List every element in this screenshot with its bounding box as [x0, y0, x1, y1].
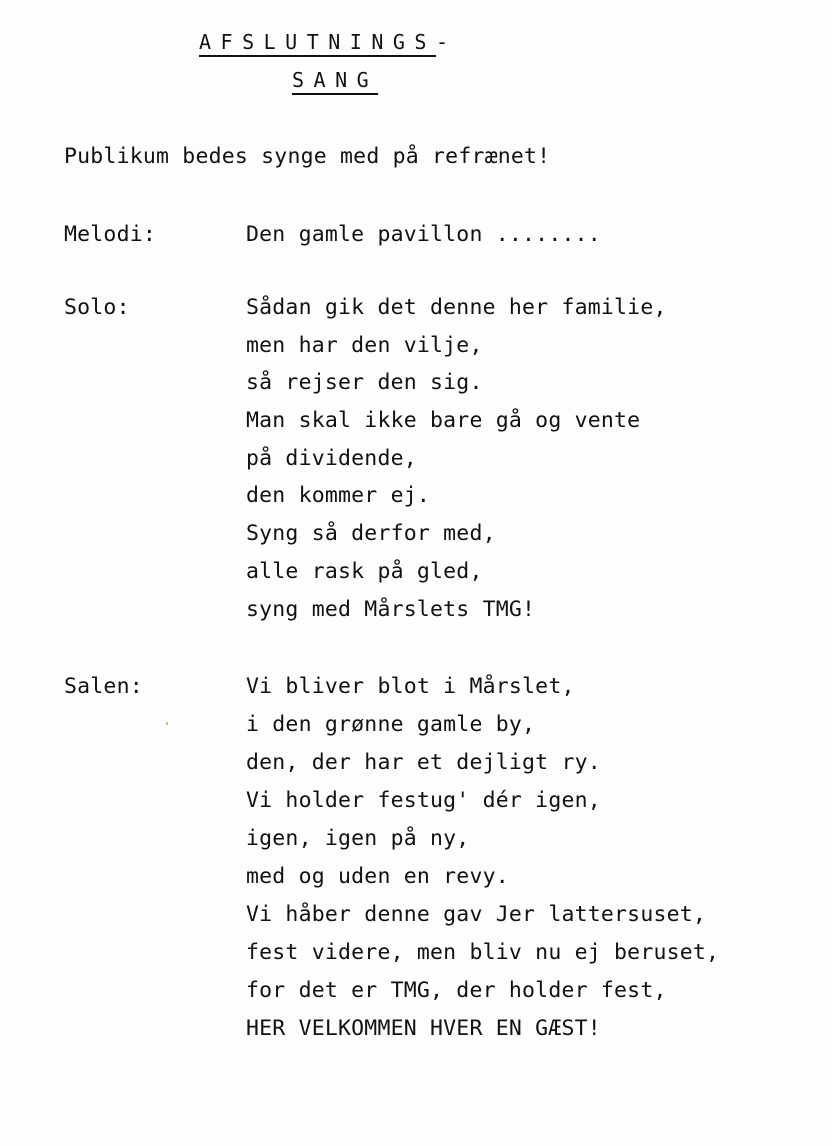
solo-line: alle rask på gled, [246, 559, 483, 584]
salen-line: Vi bliver blot i Mårslet, [246, 674, 575, 699]
paper-speck [166, 722, 168, 725]
audience-notice: Publikum bedes synge med på refrænet! [64, 144, 551, 169]
salen-line: fest videre, men bliv nu ej beruset, [246, 940, 720, 965]
title-word-1: AFSLUTNINGS [199, 30, 436, 54]
melody-label: Melodi: [64, 222, 157, 247]
solo-line: men har den vilje, [246, 333, 483, 358]
solo-line: Sådan gik det denne her familie, [246, 295, 667, 320]
melody-value: Den gamle pavillon ........ [246, 222, 601, 247]
salen-line: i den grønne gamle by, [246, 712, 536, 737]
title-hyphen: - [435, 30, 448, 54]
solo-line: Man skal ikke bare gå og vente [246, 408, 641, 433]
title-word-2: SANG [292, 68, 379, 92]
salen-line: Vi håber denne gav Jer lattersuset, [246, 902, 707, 927]
salen-label: Salen: [64, 674, 143, 699]
salen-line: med og uden en revy. [246, 864, 509, 889]
solo-line: Syng så derfor med, [246, 521, 496, 546]
salen-line: for det er TMG, der holder fest, [246, 978, 667, 1003]
title-line-1 [199, 30, 448, 54]
salen-line: igen, igen på ny, [246, 826, 470, 851]
salen-line: den, der har et dejligt ry. [246, 750, 601, 775]
solo-line: syng med Mårslets TMG! [246, 597, 536, 622]
solo-line: så rejser den sig. [246, 370, 483, 395]
solo-label: Solo: [64, 295, 130, 320]
salen-line: HER VELKOMMEN HVER EN GÆST! [246, 1016, 601, 1041]
salen-line: Vi holder festug' dér igen, [246, 788, 601, 813]
solo-line: på dividende, [246, 446, 417, 471]
solo-line: den kommer ej. [246, 483, 431, 508]
title-line-2 [292, 68, 378, 92]
